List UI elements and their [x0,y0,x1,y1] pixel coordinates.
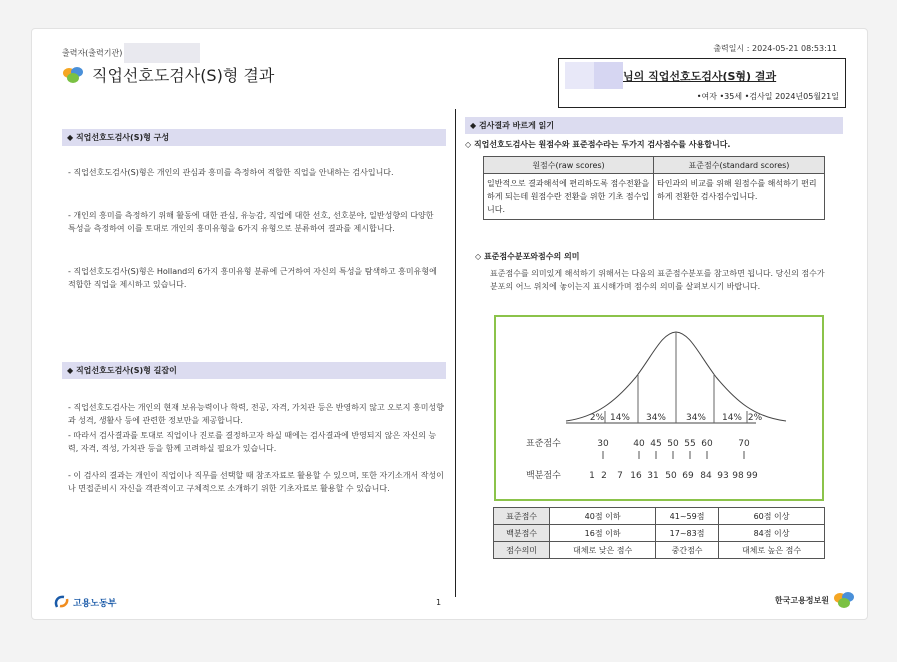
standard-score-ticks [597,439,750,459]
keis-logo-text: 한국고용정보원 [774,595,829,605]
percent-label: 2% [589,413,605,423]
score-row-label: 점수의미 [494,542,550,559]
percentile-ticks [589,471,758,481]
percentile-axis-label: 백분점수 [526,471,561,481]
score-table-row [494,525,825,542]
score-cell-mid: 41~59점 [656,508,719,525]
percent-label: 14% [721,413,743,423]
printer-label: 출력자(출력기관) [62,48,123,58]
moel-logo [54,595,116,609]
standard-score-axis-label: 표준점수 [526,439,561,449]
percentile-tick: 99 [746,471,758,481]
keis-logo [775,591,855,609]
section-guide-header: ◆ 직업선호도검사(S)형 길잡이 [62,362,446,379]
score-cell-high: 84점 이상 [719,525,825,542]
keis-logo-icon [833,591,855,609]
score-table-row [494,508,825,525]
score-row-label: 백분점수 [494,525,550,542]
percentile-tick: 98 [732,471,744,481]
standard-score-tick: 55 [684,439,696,449]
leaf-logo-icon [62,66,84,84]
distribution-subheading: ◇ 표준점수분포와점수의 의미 [475,252,580,261]
page-title: 직업선호도검사(S)형 결과 [92,66,275,85]
page-title-row [62,63,274,86]
percent-label: 2% [747,413,763,423]
section-reading-header: ◆ 검사결과 바르게 읽기 [465,117,843,134]
guide-para-1: - 직업선호도검사는 개인의 현재 보유능력이나 학력, 전공, 자격, 가치관 등은 반영하지 않고 오로지 흥미성향과 성격, 생활사 등에 관련한 정보만을 제공합니다. [68,403,444,425]
raw-score-header: 원점수(raw scores) [484,157,654,174]
score-types-subheading: ◇ 직업선호도검사는 원점수와 표준점수라는 두가지 검사점수를 사용합니다. [465,140,731,149]
composition-para-3: - 직업선호도검사(S)형은 Holland의 6가지 흥미유형 분류에 근거하여 자신의 특성을 탐색하고 흥미유형에 적합한 직업을 제시하고 있습니다. [68,267,437,289]
score-cell-low: 대체로 낮은 점수 [550,542,656,559]
print-datetime: 출력일시 : 2024-05-21 08:53:11 [713,44,837,53]
result-subtitle: •여자 •35세 •검사일 2024년05월21일 [696,92,839,101]
percentile-tick: 1 [589,471,595,481]
standard-score-tick: 70 [738,439,750,449]
score-types-table [483,156,825,220]
raw-score-desc: 일반적으로 결과해석에 편리하도록 점수전환을 하게 되는데 원점수란 전환을 위한 기초 점수입니다. [484,174,654,220]
printer-label-row [62,43,200,63]
standard-score-tick: 60 [701,439,713,449]
chart-svg [496,317,822,499]
standard-score-tick: 30 [597,439,609,449]
guide-para-3: - 이 검사의 결과는 개인이 직업이나 직무를 선택할 때 참조자료로 활용할 수 있으며, 또한 자기소개서 작성이나 면접준비시 자신을 객관적이고 구체적으로 소개하기 위한 기초자료로 활용할 수 있습니다. [68,471,444,493]
moel-logo-text: 고용노동부 [73,598,117,609]
percentile-tick: 31 [647,471,659,481]
standard-score-desc: 타인과의 비교를 위해 원점수를 해석하기 편리하게 전환한 검사점수입니다. [654,174,825,220]
score-cell-high: 대체로 높은 점수 [719,542,825,559]
page-number: 1 [436,598,442,607]
percentile-tick: 2 [601,471,607,481]
score-cell-mid: 중간점수 [656,542,719,559]
result-title-box [558,58,846,108]
composition-para-2: - 개인의 흥미를 측정하기 위해 활동에 대한 관심, 유능감, 직업에 대한 선호, 선호분야, 일반성향의 다양한 특성을 측정하여 이를 토대로 개인의 흥미유형을 6가지 유형으로 분류하여 결과를 제시합니다. [68,211,434,233]
percentile-tick: 69 [682,471,694,481]
redacted-name [124,43,200,63]
percent-label: 34% [685,413,707,423]
percent-label: 34% [645,413,667,423]
score-cell-low: 40점 이하 [550,508,656,525]
percent-label: 14% [609,413,631,423]
percentile-tick: 84 [700,471,712,481]
score-cell-high: 60점 이상 [719,508,825,525]
composition-para-1: - 직업선호도검사(S)형은 개인의 관심과 흥미를 측정하여 적합한 직업을 안내하는 검사입니다. [68,168,394,177]
standard-score-tick: 40 [633,439,645,449]
score-cell-low: 16점 이하 [550,525,656,542]
column-divider [455,109,456,597]
result-title: 님의 직업선호도검사(S형) 결과 [623,70,777,83]
section-composition-header: ◆ 직업선호도검사(S)형 구성 [62,129,446,146]
score-cell-mid: 17~83점 [656,525,719,542]
standard-score-tick: 45 [650,439,662,449]
redacted-user-name [565,62,623,89]
score-row-label: 표준점수 [494,508,550,525]
percentile-tick: 16 [630,471,642,481]
normal-distribution-chart [494,315,824,501]
report-page [31,28,868,620]
distribution-paragraph: 표준점수를 의미있게 해석하기 위해서는 다음의 표준점수분포를 참고하면 됩니다. 당신의 점수가 분포의 어느 위치에 놓이는지 표시해가며 점수의 의미를 살펴보시기 바랍니다. [490,269,825,291]
score-meaning-table [493,507,825,559]
percentile-tick: 93 [717,471,729,481]
guide-para-2: - 따라서 검사결과를 토대로 직업이나 진로를 결정하고자 하실 때에는 검사결과에 반영되지 않은 자신의 능력, 자격, 적성, 가치관 등을 함께 고려하실 필요가 있습니다. [68,431,437,453]
score-table-row [494,542,825,559]
standard-score-header: 표준점수(standard scores) [654,157,825,174]
percentile-tick: 50 [665,471,677,481]
percentile-tick: 7 [617,471,623,481]
moel-logo-icon [54,595,70,609]
standard-score-tick: 50 [667,439,679,449]
